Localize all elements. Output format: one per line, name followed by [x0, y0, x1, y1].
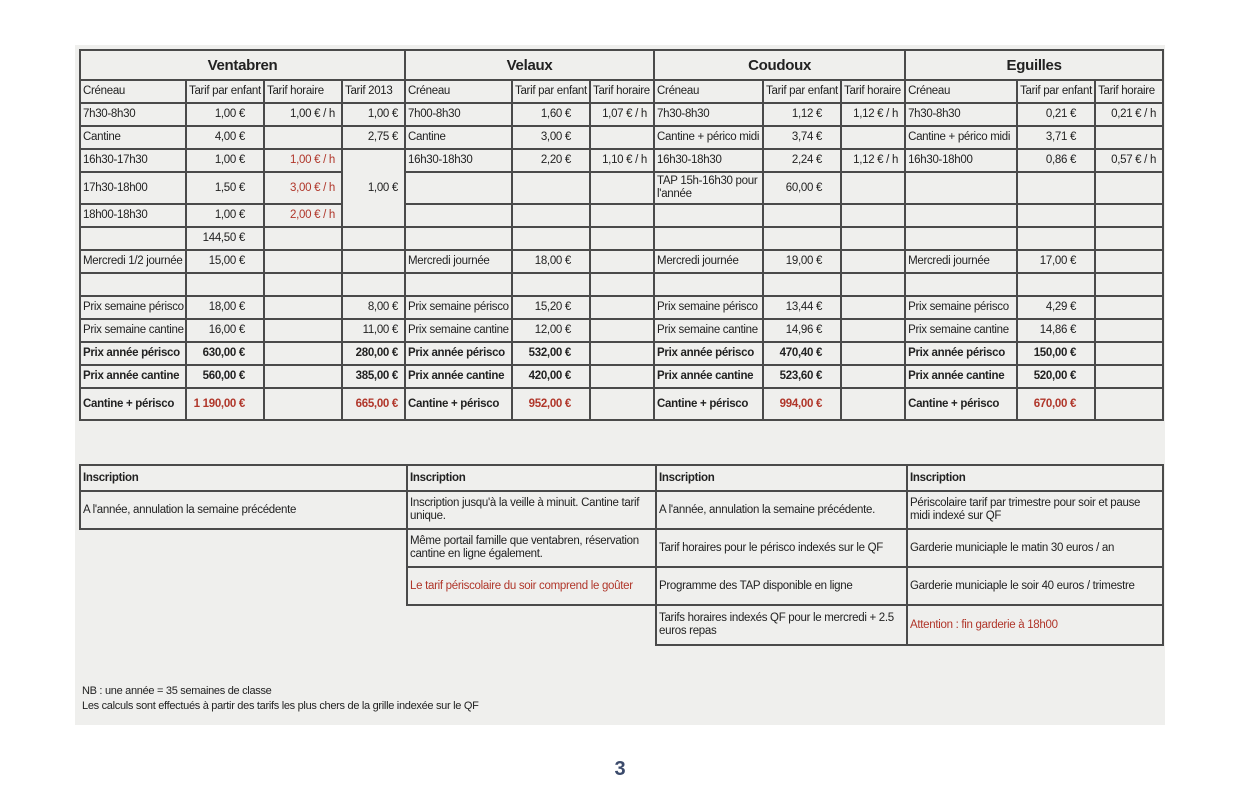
- cell-creneau: Prix année cantine: [405, 365, 512, 388]
- cell-tarif-enfant: 3,71 €: [1017, 126, 1095, 149]
- cell-creneau: Prix semaine périsco: [654, 296, 763, 319]
- cell-tarif-horaire: [841, 204, 905, 227]
- commune-header-row: [80, 50, 1163, 80]
- cell-tarif-horaire: [590, 172, 654, 204]
- col-header-tarif-horaire: Tarif horaire: [841, 80, 905, 103]
- commune-coudoux: Coudoux: [654, 50, 905, 80]
- cell-tarif-horaire: [590, 388, 654, 420]
- cell-tarif-enfant: 1,00 €: [186, 149, 264, 172]
- cell-tarif-enfant: 1,12 €: [763, 103, 841, 126]
- inscription-header: Inscription: [656, 465, 907, 491]
- page-number: 3: [614, 758, 626, 780]
- cell-tarif-enfant: 1,00 €: [186, 204, 264, 227]
- inscription-row: [80, 491, 1163, 529]
- cell-tarif-enfant: 532,00 €: [512, 342, 590, 365]
- cell-tarif-horaire: [590, 273, 654, 296]
- empty-cell: [80, 605, 407, 645]
- cell-tarif-2013: 280,00 €: [342, 342, 405, 365]
- cell-tarif-horaire: [1095, 388, 1163, 420]
- footnotes: [82, 684, 479, 714]
- col-header-tarif-enfant: Tarif par enfant: [512, 80, 590, 103]
- cell-tarif-enfant: [1017, 227, 1095, 250]
- cell-tarif-enfant: 0,86 €: [1017, 149, 1095, 172]
- cell-tarif-horaire: [1095, 172, 1163, 204]
- empty-cell: [80, 529, 407, 567]
- cell-tarif-enfant: 1 190,00 €: [186, 388, 264, 420]
- inscription-eguilles-note: Périscolaire tarif par trimestre pour soir et pause midi indexé sur QF: [907, 491, 1163, 529]
- cell-tarif-enfant: 952,00 €: [512, 388, 590, 420]
- cell-creneau: [405, 227, 512, 250]
- commune-eguilles: Eguilles: [905, 50, 1163, 80]
- inscription-coudoux-note: A l'année, annulation la semaine précédente.: [656, 491, 907, 529]
- cell-tarif-enfant: 150,00 €: [1017, 342, 1095, 365]
- inscription-header-row: [80, 465, 1163, 491]
- table-row: [80, 365, 1163, 388]
- cell-creneau: Prix année cantine: [80, 365, 186, 388]
- col-header-tarif-horaire: Tarif horaire: [264, 80, 342, 103]
- cell-tarif-enfant: 3,74 €: [763, 126, 841, 149]
- cell-tarif-enfant: 3,00 €: [512, 126, 590, 149]
- cell-creneau: 18h00-18h30: [80, 204, 186, 227]
- cell-tarif-enfant: 18,00 €: [186, 296, 264, 319]
- cell-creneau: [905, 172, 1017, 204]
- cell-creneau: 16h30-18h30: [654, 149, 763, 172]
- inscription-table: [79, 464, 1164, 646]
- table-row: [80, 342, 1163, 365]
- table-row: [80, 227, 1163, 250]
- cell-tarif-2013: 8,00 €: [342, 296, 405, 319]
- cell-creneau: 7h30-8h30: [654, 103, 763, 126]
- cell-creneau: 16h30-17h30: [80, 149, 186, 172]
- col-header-creneau: Créneau: [905, 80, 1017, 103]
- inscription-row: [80, 605, 1163, 645]
- cell-tarif-enfant: 15,20 €: [512, 296, 590, 319]
- cell-tarif-horaire: [590, 342, 654, 365]
- cell-tarif-enfant: 2,24 €: [763, 149, 841, 172]
- cell-tarif-horaire: [1095, 227, 1163, 250]
- cell-tarif-horaire: [264, 388, 342, 420]
- cell-creneau: Cantine: [405, 126, 512, 149]
- cell-tarif-horaire: 0,57 € / h: [1095, 149, 1163, 172]
- cell-tarif-enfant: [1017, 204, 1095, 227]
- cell-creneau: TAP 15h-16h30 pour l'année: [654, 172, 763, 204]
- column-header-row: [80, 80, 1163, 103]
- cell-creneau: Cantine + périco midi: [654, 126, 763, 149]
- cell-creneau: 16h30-18h30: [405, 149, 512, 172]
- cell-tarif-horaire: [841, 250, 905, 273]
- cell-creneau: [654, 204, 763, 227]
- cell-tarif-horaire: 1,00 € / h: [264, 103, 342, 126]
- inscription-velaux-note-highlight: Le tarif périscolaire du soir comprend le goûter: [407, 567, 656, 605]
- cell-tarif-enfant: 4,00 €: [186, 126, 264, 149]
- cell-creneau: 16h30-18h00: [905, 149, 1017, 172]
- cell-tarif-horaire: [841, 273, 905, 296]
- cell-creneau: [654, 227, 763, 250]
- cell-tarif-enfant: 13,44 €: [763, 296, 841, 319]
- col-header-tarif-enfant: Tarif par enfant: [186, 80, 264, 103]
- cell-creneau: [905, 204, 1017, 227]
- tarif-comparison-table: [79, 49, 1164, 421]
- col-header-tarif-2013: Tarif 2013: [342, 80, 405, 103]
- cell-tarif-horaire: 1,07 € / h: [590, 103, 654, 126]
- cell-tarif-enfant: 60,00 €: [763, 172, 841, 204]
- cell-tarif-2013: [342, 250, 405, 273]
- cell-tarif-horaire: [1095, 250, 1163, 273]
- cell-tarif-horaire: [1095, 296, 1163, 319]
- empty-cell: [407, 605, 656, 645]
- cell-creneau: Prix semaine cantine: [654, 319, 763, 342]
- cell-tarif-horaire: [841, 319, 905, 342]
- cell-tarif-horaire: [264, 126, 342, 149]
- inscription-velaux-note: Inscription jusqu'à la veille à minuit. Cantine tarif unique.: [407, 491, 656, 529]
- cell-tarif-horaire: [1095, 365, 1163, 388]
- cell-creneau: [80, 273, 186, 296]
- cell-creneau: Prix semaine cantine: [80, 319, 186, 342]
- cell-tarif-enfant: [186, 273, 264, 296]
- cell-tarif-horaire: [841, 365, 905, 388]
- cell-tarif-horaire: 1,12 € / h: [841, 103, 905, 126]
- cell-tarif-horaire: [841, 126, 905, 149]
- table-row: [80, 204, 1163, 227]
- cell-creneau: Mercredi journée: [405, 250, 512, 273]
- cell-creneau: 7h30-8h30: [80, 103, 186, 126]
- cell-tarif-horaire: [590, 204, 654, 227]
- cell-creneau: Cantine + périsco: [905, 388, 1017, 420]
- cell-tarif-horaire: 2,00 € / h: [264, 204, 342, 227]
- table-row-total: [80, 388, 1163, 420]
- cell-creneau: Prix année cantine: [654, 365, 763, 388]
- cell-tarif-horaire: [264, 296, 342, 319]
- cell-tarif-horaire: [264, 342, 342, 365]
- cell-tarif-enfant: 670,00 €: [1017, 388, 1095, 420]
- cell-creneau: 7h30-8h30: [905, 103, 1017, 126]
- cell-tarif-horaire: [264, 319, 342, 342]
- cell-tarif-horaire: [1095, 126, 1163, 149]
- cell-tarif-enfant: 4,29 €: [1017, 296, 1095, 319]
- cell-tarif-2013: 1,00 €: [342, 149, 405, 227]
- cell-creneau: 7h00-8h30: [405, 103, 512, 126]
- cell-tarif-enfant: [512, 172, 590, 204]
- cell-tarif-enfant: 470,40 €: [763, 342, 841, 365]
- commune-velaux: Velaux: [405, 50, 654, 80]
- inscription-coudoux-note: Programme des TAP disponible en ligne: [656, 567, 907, 605]
- empty-cell: [80, 567, 407, 605]
- cell-creneau: [905, 273, 1017, 296]
- cell-creneau: Prix année périsco: [405, 342, 512, 365]
- cell-creneau: Prix semaine périsco: [905, 296, 1017, 319]
- col-header-tarif-horaire: Tarif horaire: [1095, 80, 1163, 103]
- cell-tarif-horaire: [590, 227, 654, 250]
- cell-tarif-enfant: 19,00 €: [763, 250, 841, 273]
- inscription-eguilles-note-highlight: Attention : fin garderie à 18h00: [907, 605, 1163, 645]
- col-header-tarif-enfant: Tarif par enfant: [763, 80, 841, 103]
- cell-tarif-enfant: 14,96 €: [763, 319, 841, 342]
- cell-tarif-horaire: [590, 250, 654, 273]
- col-header-creneau: Créneau: [654, 80, 763, 103]
- col-header-tarif-enfant: Tarif par enfant: [1017, 80, 1095, 103]
- cell-tarif-horaire: 1,10 € / h: [590, 149, 654, 172]
- cell-creneau: Prix année périsco: [654, 342, 763, 365]
- cell-creneau: Cantine + périsco: [80, 388, 186, 420]
- cell-tarif-enfant: 15,00 €: [186, 250, 264, 273]
- cell-creneau: Prix semaine cantine: [405, 319, 512, 342]
- cell-tarif-horaire: [590, 319, 654, 342]
- cell-tarif-horaire: 1,00 € / h: [264, 149, 342, 172]
- cell-tarif-2013: [342, 273, 405, 296]
- cell-tarif-enfant: [512, 227, 590, 250]
- cell-tarif-horaire: [590, 126, 654, 149]
- cell-creneau: Prix année cantine: [905, 365, 1017, 388]
- cell-tarif-enfant: [763, 227, 841, 250]
- cell-tarif-enfant: 1,00 €: [186, 103, 264, 126]
- cell-tarif-enfant: [512, 273, 590, 296]
- inscription-header: Inscription: [907, 465, 1163, 491]
- cell-tarif-horaire: [841, 342, 905, 365]
- cell-tarif-enfant: 1,50 €: [186, 172, 264, 204]
- table-row: [80, 319, 1163, 342]
- cell-tarif-2013: 1,00 €: [342, 103, 405, 126]
- table-row: [80, 172, 1163, 204]
- cell-tarif-enfant: 560,00 €: [186, 365, 264, 388]
- cell-tarif-enfant: 2,20 €: [512, 149, 590, 172]
- cell-creneau: [80, 227, 186, 250]
- commune-ventabren: Ventabren: [80, 50, 405, 80]
- cell-creneau: Prix semaine périsco: [80, 296, 186, 319]
- cell-tarif-horaire: [1095, 204, 1163, 227]
- cell-tarif-enfant: 520,00 €: [1017, 365, 1095, 388]
- inscription-coudoux-note: Tarifs horaires indexés QF pour le mercredi + 2.5 euros repas: [656, 605, 907, 645]
- cell-tarif-horaire: [841, 296, 905, 319]
- cell-tarif-enfant: 17,00 €: [1017, 250, 1095, 273]
- cell-tarif-enfant: 0,21 €: [1017, 103, 1095, 126]
- cell-tarif-enfant: 18,00 €: [512, 250, 590, 273]
- footnote: NB : une année = 35 semaines de classe: [82, 685, 272, 697]
- inscription-header: Inscription: [80, 465, 407, 491]
- cell-tarif-horaire: [841, 388, 905, 420]
- cell-tarif-2013: [342, 227, 405, 250]
- table-row: [80, 296, 1163, 319]
- cell-tarif-enfant: [763, 204, 841, 227]
- table-row: [80, 103, 1163, 126]
- cell-tarif-horaire: [590, 296, 654, 319]
- inscription-header: Inscription: [407, 465, 656, 491]
- cell-tarif-2013: 2,75 €: [342, 126, 405, 149]
- cell-creneau: Mercredi journée: [654, 250, 763, 273]
- inscription-coudoux-note: Tarif horaires pour le périsco indexés sur le QF: [656, 529, 907, 567]
- cell-creneau: Cantine + périsco: [654, 388, 763, 420]
- cell-tarif-horaire: [841, 172, 905, 204]
- cell-tarif-horaire: 3,00 € / h: [264, 172, 342, 204]
- cell-creneau: Cantine: [80, 126, 186, 149]
- col-header-creneau: Créneau: [80, 80, 186, 103]
- cell-tarif-enfant: [1017, 172, 1095, 204]
- cell-tarif-horaire: [264, 273, 342, 296]
- cell-creneau: [405, 172, 512, 204]
- cell-tarif-enfant: 14,86 €: [1017, 319, 1095, 342]
- table-row: [80, 126, 1163, 149]
- table-row: [80, 149, 1163, 172]
- table-row: [80, 250, 1163, 273]
- cell-creneau: Prix année périsco: [905, 342, 1017, 365]
- cell-creneau: Prix année périsco: [80, 342, 186, 365]
- cell-creneau: [905, 227, 1017, 250]
- cell-tarif-horaire: [1095, 342, 1163, 365]
- cell-creneau: Mercredi 1/2 journée: [80, 250, 186, 273]
- inscription-row: [80, 529, 1163, 567]
- inscription-ventabren-note: A l'année, annulation la semaine précédente: [80, 491, 407, 529]
- inscription-eguilles-note: Garderie municiaple le soir 40 euros / trimestre: [907, 567, 1163, 605]
- cell-tarif-2013: 11,00 €: [342, 319, 405, 342]
- cell-tarif-enfant: 523,60 €: [763, 365, 841, 388]
- inscription-velaux-note: Même portail famille que ventabren, réservation cantine en ligne également.: [407, 529, 656, 567]
- col-header-tarif-horaire: Tarif horaire: [590, 80, 654, 103]
- cell-tarif-enfant: 630,00 €: [186, 342, 264, 365]
- cell-creneau: Prix semaine périsco: [405, 296, 512, 319]
- cell-creneau: Mercredi journée: [905, 250, 1017, 273]
- cell-tarif-horaire: 0,21 € / h: [1095, 103, 1163, 126]
- cell-tarif-enfant: 994,00 €: [763, 388, 841, 420]
- cell-tarif-2013: 385,00 €: [342, 365, 405, 388]
- cell-tarif-enfant: 420,00 €: [512, 365, 590, 388]
- cell-tarif-horaire: [841, 227, 905, 250]
- cell-tarif-horaire: [590, 365, 654, 388]
- cell-tarif-enfant: 1,60 €: [512, 103, 590, 126]
- cell-tarif-horaire: [264, 365, 342, 388]
- cell-tarif-enfant: 12,00 €: [512, 319, 590, 342]
- cell-creneau: [654, 273, 763, 296]
- inscription-eguilles-note: Garderie municiaple le matin 30 euros / an: [907, 529, 1163, 567]
- cell-creneau: Prix semaine cantine: [905, 319, 1017, 342]
- cell-tarif-horaire: [264, 250, 342, 273]
- cell-creneau: Cantine + périsco: [405, 388, 512, 420]
- cell-tarif-enfant: 16,00 €: [186, 319, 264, 342]
- cell-tarif-horaire: [1095, 273, 1163, 296]
- col-header-creneau: Créneau: [405, 80, 512, 103]
- cell-tarif-horaire: [1095, 319, 1163, 342]
- cell-tarif-enfant: [763, 273, 841, 296]
- inscription-row: [80, 567, 1163, 605]
- cell-tarif-horaire: 1,12 € / h: [841, 149, 905, 172]
- cell-creneau: [405, 273, 512, 296]
- cell-tarif-horaire: [264, 227, 342, 250]
- footnote: Les calculs sont effectués à partir des tarifs les plus chers de la grille indexée sur le QF: [82, 700, 479, 712]
- table-row: [80, 273, 1163, 296]
- cell-creneau: Cantine + périco midi: [905, 126, 1017, 149]
- cell-tarif-enfant: [1017, 273, 1095, 296]
- cell-tarif-enfant: 144,50 €: [186, 227, 264, 250]
- cell-tarif-enfant: [512, 204, 590, 227]
- cell-creneau: [405, 204, 512, 227]
- cell-creneau: 17h30-18h00: [80, 172, 186, 204]
- cell-tarif-2013: 665,00 €: [342, 388, 405, 420]
